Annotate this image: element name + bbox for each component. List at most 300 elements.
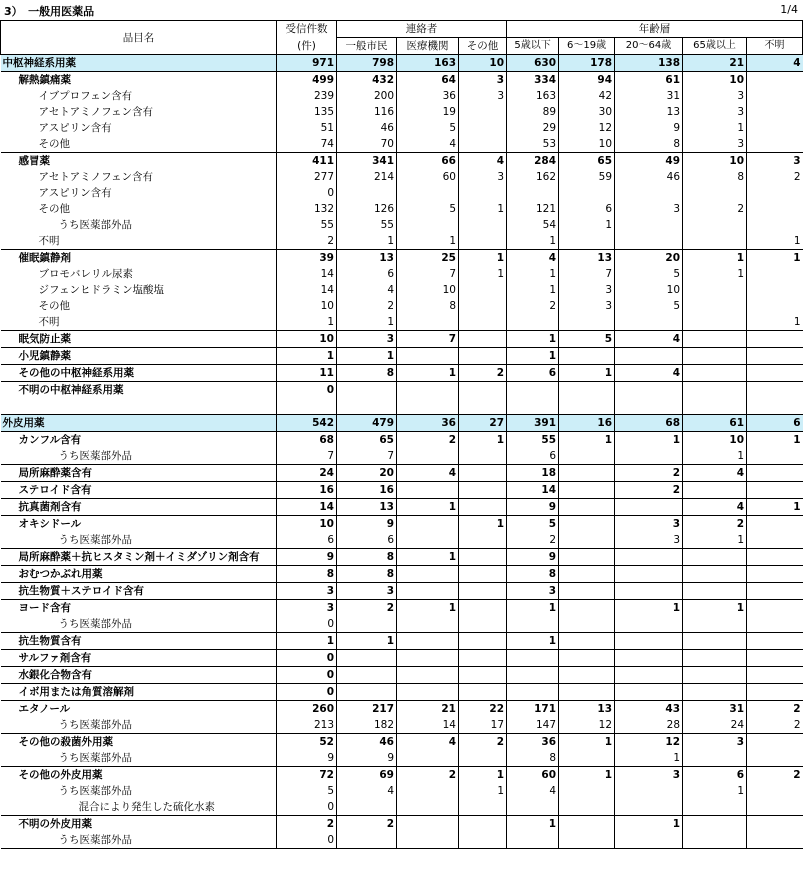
cell-value: 36 (397, 415, 459, 432)
cell-value (397, 448, 459, 465)
spacer-row (1, 398, 803, 415)
cell-value (459, 566, 507, 583)
row-label: アスピリン含有 (38, 187, 112, 199)
cell-value (397, 616, 459, 633)
cell-value: 55 (337, 217, 397, 233)
cell-value: 1 (459, 767, 507, 784)
cell-value (615, 348, 683, 365)
col-age-20-64: 20～64歳 (615, 38, 683, 55)
cell-value: 2 (277, 233, 337, 250)
cell-value: 14 (397, 717, 459, 734)
cell-value (507, 382, 559, 399)
cell-value (615, 549, 683, 566)
cell-value: 7 (277, 448, 337, 465)
cell-value (559, 499, 615, 516)
cell-value: 1 (507, 348, 559, 365)
cell-value: 3 (683, 734, 747, 751)
cell-value: 3 (337, 331, 397, 348)
table-row (1, 816, 803, 833)
table-row (1, 616, 803, 633)
cell-value: 9 (507, 549, 559, 566)
cell-value (747, 136, 803, 153)
cell-value: 3 (337, 583, 397, 600)
cell-value: 10 (683, 153, 747, 170)
cell-value: 1 (459, 250, 507, 267)
cell-value: 2 (507, 532, 559, 549)
cell-value: 3 (747, 153, 803, 170)
cell-value (397, 583, 459, 600)
cell-value: 4 (397, 734, 459, 751)
cell-value (747, 616, 803, 633)
cell-value: 2 (277, 816, 337, 833)
cell-value (747, 201, 803, 217)
table-row (1, 217, 803, 233)
cell-value: 4 (507, 250, 559, 267)
cell-value: 30 (559, 104, 615, 120)
cell-value: 8 (615, 136, 683, 153)
cell-value (459, 684, 507, 701)
cell-value (559, 549, 615, 566)
cell-value: 51 (277, 120, 337, 136)
cell-value: 4 (615, 365, 683, 382)
cell-value: 8 (277, 566, 337, 583)
cell-value: 4 (397, 465, 459, 482)
cell-value (747, 382, 803, 399)
cell-value: 6 (337, 532, 397, 549)
cell-value: 19 (397, 104, 459, 120)
cell-value: 7 (397, 331, 459, 348)
row-label: うち医薬部外品 (58, 618, 132, 630)
cell-value (683, 566, 747, 583)
cell-value: 163 (397, 55, 459, 72)
cell-value (683, 684, 747, 701)
cell-value: 4 (747, 55, 803, 72)
cell-value (337, 650, 397, 667)
cell-value: 5 (277, 783, 337, 799)
cell-value: 3 (615, 767, 683, 784)
cell-value: 29 (507, 120, 559, 136)
row-label: その他 (38, 300, 70, 312)
cell-value (615, 382, 683, 399)
cell-value: 0 (277, 650, 337, 667)
cell-value (459, 217, 507, 233)
cell-value (459, 600, 507, 617)
cell-value: 432 (337, 72, 397, 89)
cell-value (459, 650, 507, 667)
cell-value (559, 667, 615, 684)
cell-value: 3 (559, 298, 615, 314)
cell-value: 171 (507, 701, 559, 718)
cell-value: 66 (397, 153, 459, 170)
cell-value: 1 (397, 549, 459, 566)
cell-value (559, 482, 615, 499)
cell-value (337, 684, 397, 701)
cell-value (683, 365, 747, 382)
cell-value: 971 (277, 55, 337, 72)
cell-value: 5 (397, 201, 459, 217)
cell-value: 46 (337, 734, 397, 751)
cell-value (459, 185, 507, 201)
cell-value: 0 (277, 799, 337, 816)
cell-value (507, 650, 559, 667)
cell-value: 1 (459, 201, 507, 217)
cell-value: 5 (559, 331, 615, 348)
row-label: 抗生物質含有 (1, 633, 277, 650)
cell-value: 163 (507, 88, 559, 104)
cell-value: 4 (397, 136, 459, 153)
cell-value: 147 (507, 717, 559, 734)
row-label: 不明 (38, 316, 60, 328)
cell-value: 2 (397, 432, 459, 449)
cell-value (747, 816, 803, 833)
cell-value (615, 185, 683, 201)
cell-value (459, 499, 507, 516)
cell-value: 21 (683, 55, 747, 72)
cell-value (747, 282, 803, 298)
row-label: 解熱鎮痛薬 (1, 72, 277, 89)
cell-value: 59 (559, 169, 615, 185)
cell-value (559, 799, 615, 816)
cell-value: 12 (615, 734, 683, 751)
cell-value (397, 633, 459, 650)
cell-value: 2 (337, 816, 397, 833)
cell-value: 21 (397, 701, 459, 718)
cell-value (507, 616, 559, 633)
cell-value (559, 783, 615, 799)
table-row (1, 365, 803, 382)
cell-value: 52 (277, 734, 337, 751)
cell-value (683, 314, 747, 331)
cell-value (459, 104, 507, 120)
cell-value: 0 (277, 185, 337, 201)
cell-value: 4 (337, 282, 397, 298)
cell-value (683, 217, 747, 233)
cell-value (337, 832, 397, 849)
cell-value: 0 (277, 684, 337, 701)
cell-value (615, 499, 683, 516)
cell-value: 5 (615, 298, 683, 314)
cell-value (397, 217, 459, 233)
cell-value: 1 (559, 734, 615, 751)
cell-value: 1 (459, 516, 507, 533)
cell-value: 61 (683, 415, 747, 432)
cell-value: 8 (397, 298, 459, 314)
cell-value: 0 (277, 667, 337, 684)
cell-value: 3 (683, 136, 747, 153)
cell-value: 18 (507, 465, 559, 482)
cell-value: 1 (277, 314, 337, 331)
cell-value: 1 (397, 600, 459, 617)
cell-value (559, 348, 615, 365)
col-item-name: 品目名 (1, 21, 277, 55)
cell-value: 27 (459, 415, 507, 432)
cell-value: 1 (747, 432, 803, 449)
cell-value (747, 549, 803, 566)
cell-value (459, 532, 507, 549)
cell-value (397, 566, 459, 583)
cell-value: 9 (277, 750, 337, 767)
cell-value: 1 (683, 783, 747, 799)
cell-value: 3 (683, 104, 747, 120)
cell-value: 3 (459, 72, 507, 89)
cell-value: 13 (337, 250, 397, 267)
cell-value: 14 (277, 266, 337, 282)
category-row (1, 55, 803, 72)
cell-value: 391 (507, 415, 559, 432)
cell-value (507, 667, 559, 684)
table-row (1, 667, 803, 684)
cell-value (615, 448, 683, 465)
cell-value: 2 (747, 717, 803, 734)
cell-value: 284 (507, 153, 559, 170)
cell-value: 1 (559, 365, 615, 382)
cell-value (559, 532, 615, 549)
cell-value (507, 799, 559, 816)
cell-value (397, 314, 459, 331)
cell-value: 4 (507, 783, 559, 799)
cell-value: 239 (277, 88, 337, 104)
cell-value: 10 (683, 72, 747, 89)
row-label: 催眠鎮静剤 (1, 250, 277, 267)
row-label: 不明の中枢神経系用薬 (1, 382, 277, 399)
cell-value (397, 532, 459, 549)
table-row (1, 717, 803, 734)
cell-value (747, 482, 803, 499)
row-label: その他の殺菌外用薬 (1, 734, 277, 751)
cell-value: 542 (277, 415, 337, 432)
cell-value: 65 (337, 432, 397, 449)
cell-value (507, 398, 559, 415)
row-label: 局所麻酔薬＋抗ヒスタミン剤＋イミダゾリン剤含有 (1, 549, 277, 566)
row-label: ブロモバレリル尿素 (38, 268, 133, 280)
cell-value: 10 (559, 136, 615, 153)
cell-value: 6 (559, 201, 615, 217)
cell-value: 200 (337, 88, 397, 104)
cell-value: 4 (683, 465, 747, 482)
cell-value: 2 (747, 767, 803, 784)
cell-value: 24 (277, 465, 337, 482)
cell-value (459, 348, 507, 365)
table-row (1, 701, 803, 718)
table-row (1, 799, 803, 816)
cell-value: 8 (683, 169, 747, 185)
cell-value (747, 734, 803, 751)
table-row (1, 516, 803, 533)
table-row (1, 633, 803, 650)
cell-value (559, 465, 615, 482)
cell-value (397, 516, 459, 533)
cell-value: 55 (277, 217, 337, 233)
cell-value: 25 (397, 250, 459, 267)
cell-value: 3 (615, 201, 683, 217)
cell-value (747, 783, 803, 799)
cell-value (615, 233, 683, 250)
table-row (1, 465, 803, 482)
cell-value (615, 217, 683, 233)
cell-value: 49 (615, 153, 683, 170)
cell-value: 1 (683, 250, 747, 267)
cell-value: 2 (747, 701, 803, 718)
cell-value (747, 365, 803, 382)
cell-value (683, 331, 747, 348)
page-header (0, 0, 804, 20)
table-row (1, 314, 803, 331)
cell-value (459, 799, 507, 816)
row-label: エタノール (1, 701, 277, 718)
cell-value: 28 (615, 717, 683, 734)
cell-value (747, 88, 803, 104)
cell-value (559, 633, 615, 650)
cell-value (459, 233, 507, 250)
cell-value (397, 750, 459, 767)
table-row (1, 684, 803, 701)
col-medical-institution: 医療機関 (397, 38, 459, 55)
cell-value (459, 314, 507, 331)
table-row (1, 549, 803, 566)
row-label: 感冒薬 (1, 153, 277, 170)
row-label: サルファ剤含有 (1, 650, 277, 667)
cell-value: 68 (615, 415, 683, 432)
row-label: 抗真菌剤含有 (1, 499, 277, 516)
cell-value: 4 (683, 499, 747, 516)
cell-value (559, 448, 615, 465)
cell-value: 1 (683, 532, 747, 549)
cell-value: 5 (615, 266, 683, 282)
cell-value (615, 832, 683, 849)
row-label: ジフェンヒドラミン塩酸塩 (38, 284, 164, 296)
row-label: 局所麻酔薬含有 (1, 465, 277, 482)
cell-value: 7 (397, 266, 459, 282)
row-label: 小児鎮静薬 (1, 348, 277, 365)
table-row (1, 767, 803, 784)
cell-value (615, 616, 683, 633)
col-received-unit: (件) (277, 38, 337, 55)
cell-value: 1 (459, 432, 507, 449)
row-label: うち医薬部外品 (1, 832, 277, 849)
cell-value: 260 (277, 701, 337, 718)
cell-value (683, 667, 747, 684)
cell-value: 14 (507, 482, 559, 499)
cell-value: 13 (615, 104, 683, 120)
row-label: おむつかぶれ用薬 (1, 566, 277, 583)
cell-value: 10 (277, 298, 337, 314)
cell-value: 69 (337, 767, 397, 784)
cell-value (459, 298, 507, 314)
cell-value (683, 799, 747, 816)
cell-value: 1 (747, 314, 803, 331)
row-label: アスピリン含有 (38, 122, 112, 134)
cell-value: 1 (615, 816, 683, 833)
cell-value: 11 (277, 365, 337, 382)
cell-value (507, 684, 559, 701)
cell-value (747, 600, 803, 617)
cell-value: 1 (337, 314, 397, 331)
cell-value (459, 331, 507, 348)
cell-value: 630 (507, 55, 559, 72)
table-row (1, 382, 803, 399)
cell-value (683, 298, 747, 314)
cell-value (747, 566, 803, 583)
table-row (1, 298, 803, 314)
cell-value: 5 (397, 120, 459, 136)
cell-value: 1 (337, 233, 397, 250)
cell-value: 1 (277, 348, 337, 365)
cell-value: 2 (459, 365, 507, 382)
cell-value (459, 382, 507, 399)
row-label: 眠気防止薬 (1, 331, 277, 348)
cell-value: 1 (459, 266, 507, 282)
cell-value (747, 832, 803, 849)
cell-value (747, 104, 803, 120)
cell-value: 217 (337, 701, 397, 718)
table-row (1, 282, 803, 298)
cell-value (747, 298, 803, 314)
cell-value: 1 (507, 266, 559, 282)
cell-value: 1 (507, 233, 559, 250)
cell-value (277, 398, 337, 415)
cell-value (459, 282, 507, 298)
cell-value (615, 566, 683, 583)
row-label: うち医薬部外品 (58, 534, 132, 546)
cell-value (397, 832, 459, 849)
cell-value (459, 448, 507, 465)
cell-value: 479 (337, 415, 397, 432)
cell-value (747, 266, 803, 282)
cell-value: 2 (337, 298, 397, 314)
cell-value: 8 (337, 549, 397, 566)
cell-value (559, 516, 615, 533)
cell-value: 1 (397, 365, 459, 382)
cell-value (459, 750, 507, 767)
table-row (1, 583, 803, 600)
cell-value (397, 799, 459, 816)
cell-value: 20 (337, 465, 397, 482)
row-label (1, 398, 277, 415)
cell-value (559, 684, 615, 701)
cell-value: 3 (559, 282, 615, 298)
cell-value: 14 (277, 499, 337, 516)
cell-value (559, 832, 615, 849)
cell-value: 6 (277, 532, 337, 549)
cell-value: 24 (683, 717, 747, 734)
row-label: 混合により発生した硫化水素 (78, 801, 215, 813)
section-title: 3） 一般用医薬品 (4, 5, 95, 18)
cell-value: 54 (507, 217, 559, 233)
row-label: 中枢神経系用薬 (1, 55, 277, 72)
cell-value: 7 (559, 266, 615, 282)
cell-value: 39 (277, 250, 337, 267)
cell-value (397, 382, 459, 399)
cell-value (683, 482, 747, 499)
col-group-contact: 連絡者 (337, 21, 507, 38)
cell-value: 3 (507, 583, 559, 600)
cell-value: 12 (559, 120, 615, 136)
table-row (1, 169, 803, 185)
cell-value: 60 (397, 169, 459, 185)
cell-value: 5 (507, 516, 559, 533)
cell-value (559, 600, 615, 617)
table-row (1, 250, 803, 267)
cell-value: 138 (615, 55, 683, 72)
cell-value: 43 (615, 701, 683, 718)
table-row (1, 120, 803, 136)
cell-value: 36 (507, 734, 559, 751)
cell-value (683, 185, 747, 201)
table-row (1, 348, 803, 365)
cell-value: 6 (683, 767, 747, 784)
row-label: うち医薬部外品 (58, 785, 132, 797)
cell-value: 1 (747, 499, 803, 516)
